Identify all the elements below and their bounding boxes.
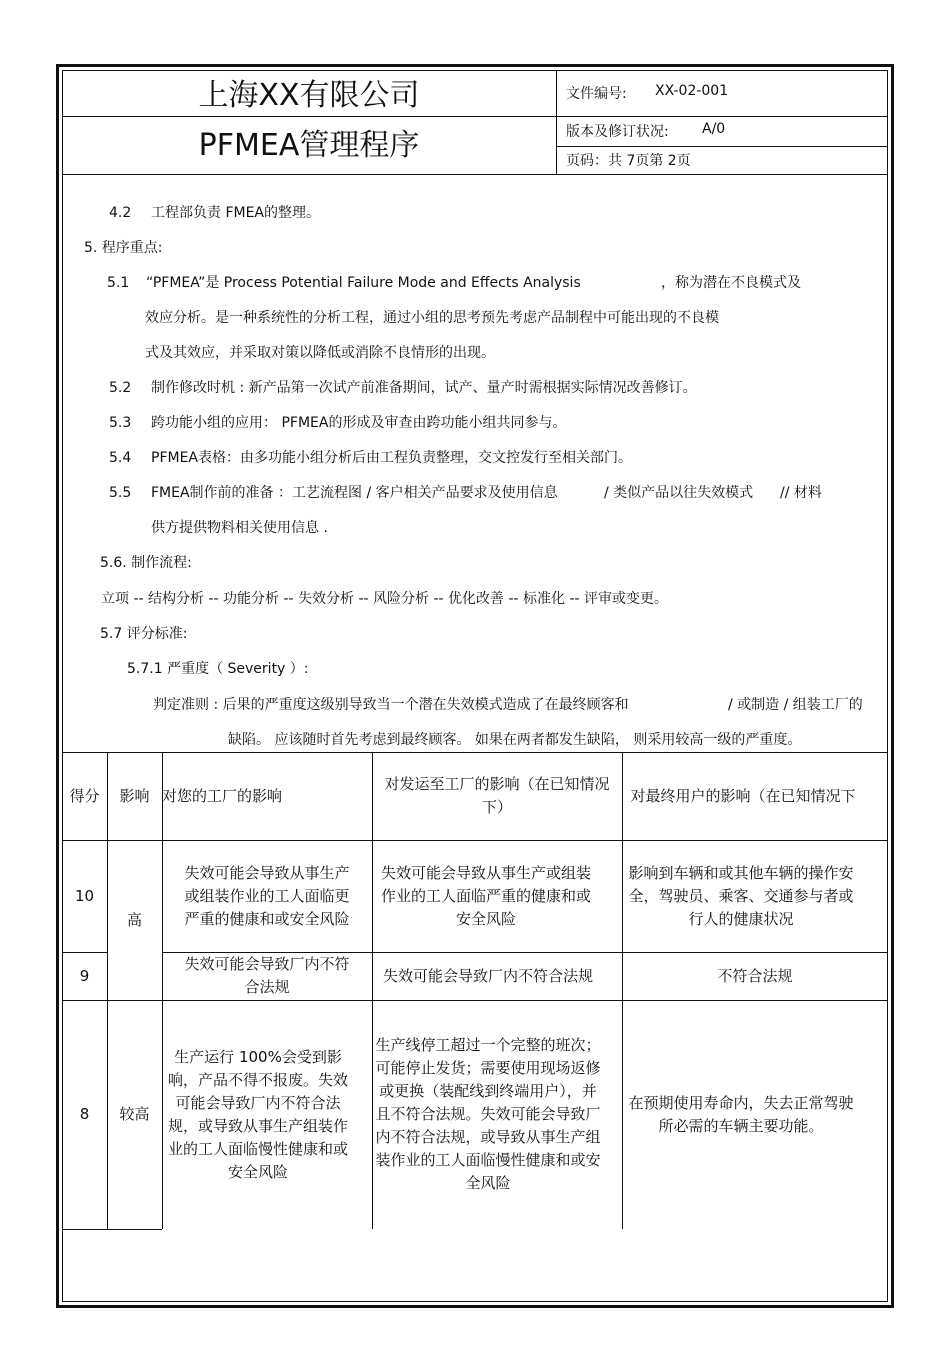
table-header-impact: 影响	[119, 786, 150, 805]
table-cell-plant: 生产运行 100%会受到影响，产品不得不报废。失效可能会导致厂内不符合法规，或导致从事生产组装作业的工人面临慢性健康和或安全风险	[167, 1047, 348, 1181]
table-cell-end-user: 在预期使用寿命内，失去正常驾驶所必需的车辆主要功能。	[628, 1093, 854, 1135]
table-cell-shipped: 生产线停工超过一个完整的班次；可能停止发货；需要使用现场返修或更换（装配线到终端用户），并且不符合法规。失效可能会导致厂内不符合法规，或导致从事生产组装作业的工人面临慢性健康和或安全风险	[375, 1036, 601, 1192]
paragraph: PFMEA表格：由多功能小组分析后由工程负责整理，交文控发行至相关部门。	[151, 450, 632, 466]
paragraph: 工程部负责 FMEA的整理。	[151, 205, 321, 221]
section-number: 5.2	[109, 380, 132, 396]
section-number: 5.3	[109, 415, 132, 431]
section-number: 5.5	[109, 485, 132, 501]
company-name: 上海XX有限公司	[198, 78, 420, 113]
paragraph: “PFMEA”是 Process Potential Failure Mode and Effects Analysis	[146, 275, 581, 291]
paragraph: / 或制造 / 组装工厂的	[728, 697, 863, 713]
paragraph: 缺陷。 应该随时首先考虑到最终顾客。 如果在两者都发生缺陷， 则采用较高一级的严重度。	[228, 732, 802, 748]
page-info: 页码：共 7页第 2页	[566, 153, 691, 169]
header-rule	[556, 146, 888, 147]
table-cell-shipped: 失效可能会导致厂内不符合法规	[382, 966, 593, 985]
header-bottom-rule	[62, 174, 888, 175]
header-divider	[556, 70, 557, 174]
paragraph: 效应分析。是一种系统性的分析工程，通过小组的思考预先考虑产品制程中可能出现的不良模	[145, 310, 719, 326]
paragraph: 跨功能小组的应用： PFMEA的形成及审查由跨功能小组共同参与。	[151, 415, 567, 431]
doc-number: XX-02-001	[655, 83, 729, 99]
table-header-score: 得分	[69, 786, 100, 805]
table-cell-impact: 高	[126, 910, 142, 929]
table-header-shipped: 对发运至工厂的影响（在已知情况下）	[384, 775, 610, 816]
section-heading: 5.7 评分标准:	[100, 626, 188, 642]
subsection-heading: 5.7.1 严重度（ Severity ）:	[127, 661, 309, 677]
paragraph: FMEA制作前的准备 ：工艺流程图 / 客户相关产品要求及使用信息	[151, 485, 558, 501]
document-title: PFMEA管理程序	[198, 128, 420, 163]
table-rule	[62, 1229, 162, 1230]
paragraph: ，称为潜在不良模式及	[661, 275, 801, 291]
paragraph: / 类似产品以往失效模式	[604, 485, 754, 501]
paragraph: 供方提供物料相关使用信息 .	[151, 520, 328, 536]
process-flow: 立项 -- 结构分析 -- 功能分析 -- 失效分析 -- 风险分析 -- 优化改善 -- 标准化 -- 评审或变更。	[101, 591, 669, 607]
section-number: 5.4	[109, 450, 132, 466]
table-cell-end-user: 不符合法规	[717, 966, 793, 985]
table-cell-plant: 失效可能会导致从事生产或组装作业的工人面临更严重的健康和或安全风险	[184, 863, 350, 928]
section-heading: 5. 程序重点:	[84, 240, 163, 256]
table-cell-plant: 失效可能会导致厂内不符合法规	[184, 955, 350, 996]
paragraph: 制作修改时机 : 新产品第一次试产前准备期间，试产、量产时需根据实际情况改善修订。	[151, 380, 697, 396]
table-cell-score: 8	[79, 1105, 90, 1123]
table-cell-end-user: 影响到车辆和或其他车辆的操作安全，驾驶员、乘客、交通参与者或行人的健康状况	[628, 863, 854, 928]
paragraph: 式及其效应，并采取对策以降低或消除不良情形的出现。	[145, 345, 495, 361]
section-number: 5.1	[107, 275, 130, 291]
paragraph: 判定准则 : 后果的严重度这级别导致当一个潜在失效模式造成了在最终顾客和	[153, 697, 629, 713]
table-header-end-user: 对最终用户的影响（在已知情况下	[630, 786, 856, 805]
doc-number-label: 文件编号:	[566, 86, 627, 102]
version-label: 版本及修订状况:	[566, 124, 669, 140]
table-cell-score: 9	[79, 966, 90, 985]
table-cell-impact: 较高	[119, 1105, 150, 1123]
section-heading: 5.6. 制作流程:	[100, 555, 192, 571]
version: A/0	[702, 121, 726, 137]
paragraph: // 材料	[780, 485, 822, 501]
section-number: 4.2	[109, 205, 132, 221]
table-cell-score: 10	[74, 886, 95, 905]
table-header-plant: 对您的工厂的影响	[162, 786, 283, 805]
table-cell-shipped: 失效可能会导致从事生产或组装作业的工人面临严重的健康和或安全风险	[380, 863, 591, 928]
